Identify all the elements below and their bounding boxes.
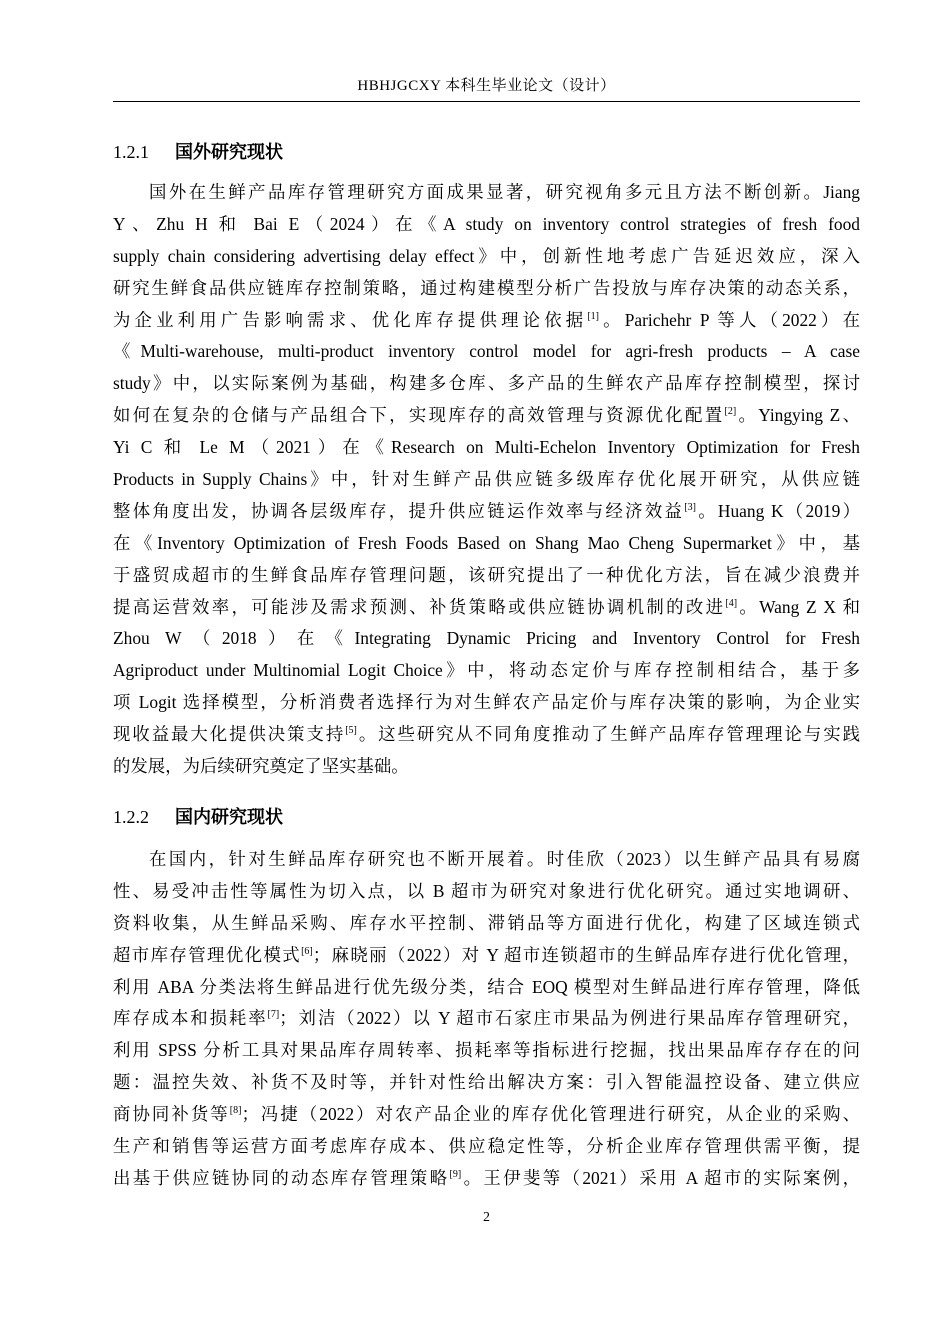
section-number: 1.2.1 (113, 142, 149, 162)
citation-marker: [4] (725, 597, 738, 609)
text-line (113, 1163, 860, 1195)
text-segment: 整体角度出发，协调各层级库存，提升供应链运作效率与经济效益 (113, 500, 685, 521)
text-line: 《Multi-warehouse, multi-product inventory control model for agri-fresh products – A case (113, 341, 860, 362)
text-segment: 。Yingying Z、 (736, 405, 860, 426)
text-line (113, 1099, 860, 1131)
citation-marker: [8] (229, 1105, 242, 1117)
text-line: Zhou W（2018）在《Integrating Dynamic Pricing and Inventory Control for Fresh (113, 628, 860, 649)
text-line: 项 Logit 选择模型，分析消费者选择行为对生鲜农产品定价与库存决策的影响，为企业实 (113, 692, 860, 713)
text-line (113, 400, 860, 432)
text-line: 在国内，针对生鲜品库存研究也不断开展着。时佳欣（2023）以生鲜产品具有易腐 (149, 849, 860, 869)
text-line: Y、Zhu H 和 Bai E（2024）在《A study on inventory control strategies of fresh food (113, 213, 860, 234)
text-line: study》中，以实际案例为基础，构建多仓库、多产品的生鲜农产品库存控制模型，探讨 (113, 373, 860, 394)
text-line: 在《Inventory Optimization of Fresh Foods Based on Shang Mao Cheng Supermarket》中，基 (113, 532, 860, 553)
section-heading-1-2-1 (113, 140, 283, 165)
text-segment: 为企业利用广告影响需求、优化库存提供理论依据 (113, 309, 588, 330)
text-segment: 提高运营效率，可能涉及需求预测、补货策略或供应链协调机制的改进 (113, 596, 726, 617)
text-segment: 超市库存管理优化模式 (113, 944, 302, 965)
page-header: HBHJGCXY 本科生毕业论文（设计） (357, 78, 616, 94)
citation-marker: [2] (724, 406, 737, 418)
citation-marker: [9] (449, 1168, 462, 1180)
text-segment: 。Parichehr P 等人（2022）在 (598, 309, 860, 330)
text-line: 利用 ABA 分类法将生鲜品进行优先级分类，结合 EOQ 模型对生鲜品进行库存管理，降低 (113, 976, 860, 997)
text-segment: 。Wang Z X 和 (737, 596, 860, 617)
citation-marker: [1] (587, 310, 599, 322)
text-line: 国外在生鲜产品库存管理研究方面成果显著，研究视角多元且方法不断创新。Jiang (149, 182, 860, 202)
text-line (113, 305, 860, 337)
text-line (113, 1003, 860, 1035)
text-line: Agriproduct under Multinomial Logit Choice》中，将动态定价与库存控制相结合，基于多 (113, 660, 860, 681)
text-segment: 商协同补货等 (113, 1104, 230, 1125)
section-heading-1-2-2 (113, 805, 283, 830)
text-segment: ；麻晓丽（2022）对 Y 超市连锁超市的生鲜品库存进行优化管理， (312, 944, 860, 965)
text-line: 性、易受冲击性等属性为切入点，以 B 超市为研究对象进行优化研究。通过实地调研、 (113, 880, 860, 901)
paragraph-domestic-research (113, 844, 860, 1195)
text-line: 利用 SPSS 分析工具对果品库存周转率、损耗率等指标进行挖掘，找出果品库存存在的问 (113, 1040, 860, 1061)
citation-marker: [6] (301, 945, 313, 957)
text-line: 于盛贸成超市的生鲜食品库存管理问题，该研究提出了一种优化方法，旨在减少浪费并 (113, 564, 860, 585)
text-segment: 。这些研究从不同角度推动了生鲜产品库存管理理论与实践 (356, 724, 860, 745)
text-segment: 现收益最大化提供决策支持 (113, 724, 346, 745)
text-segment: 。Huang K（2019） (695, 500, 860, 521)
text-line: 题：温控失效、补货不及时等，并针对性给出解决方案：引入智能温控设备、建立供应 (113, 1072, 860, 1093)
text-line (113, 940, 860, 972)
citation-marker: [3] (684, 501, 696, 513)
text-segment: 出基于供应链协同的动态库存管理策略 (113, 1167, 450, 1188)
text-segment: 。王伊斐等（2021）采用 A 超市的实际案例， (461, 1167, 860, 1188)
text-segment: 如何在复杂的仓储与产品组合下，实现库存的高效管理与资源优化配置 (113, 405, 725, 426)
text-line: supply chain considering advertising delay effect》中，创新性地考虑广告延迟效应，深入 (113, 245, 860, 266)
text-line (113, 496, 860, 528)
header-rule (113, 101, 860, 102)
section-number: 1.2.2 (113, 807, 149, 827)
citation-marker: [5] (345, 725, 357, 737)
text-segment: ；冯捷（2022）对农产品企业的库存优化管理进行研究，从企业的采购、 (241, 1104, 860, 1125)
text-segment: 库存成本和损耗率 (113, 1008, 268, 1029)
text-line: 资料收集，从生鲜品采购、库存水平控制、滞销品等方面进行优化，构建了区域连锁式 (113, 912, 860, 933)
paragraph-foreign-research (113, 177, 860, 783)
text-line: 的发展，为后续研究奠定了坚实基础。 (113, 756, 409, 777)
section-title: 国内研究现状 (175, 807, 283, 828)
citation-marker: [7] (267, 1009, 280, 1021)
section-title: 国外研究现状 (175, 142, 283, 163)
text-line (113, 719, 860, 751)
text-line: Products in Supply Chains》中，针对生鲜产品供应链多级库存优化展开研究，从供应链 (113, 469, 860, 490)
page-number: 2 (483, 1210, 490, 1225)
text-line (113, 592, 860, 624)
text-segment: ；刘洁（2022）以 Y 超市石家庄市果品为例进行果品库存管理研究， (279, 1008, 860, 1029)
text-line: Yi C 和 Le M（2021）在《Research on Multi-Echelon Inventory Optimization for Fresh (113, 437, 860, 458)
text-line: 研究生鲜食品供应链库存控制策略，通过构建模型分析广告投放与库存决策的动态关系， (113, 277, 860, 298)
text-line: 生产和销售等运营方面考虑库存成本、供应稳定性等，分析企业库存管理供需平衡，提 (113, 1136, 860, 1157)
